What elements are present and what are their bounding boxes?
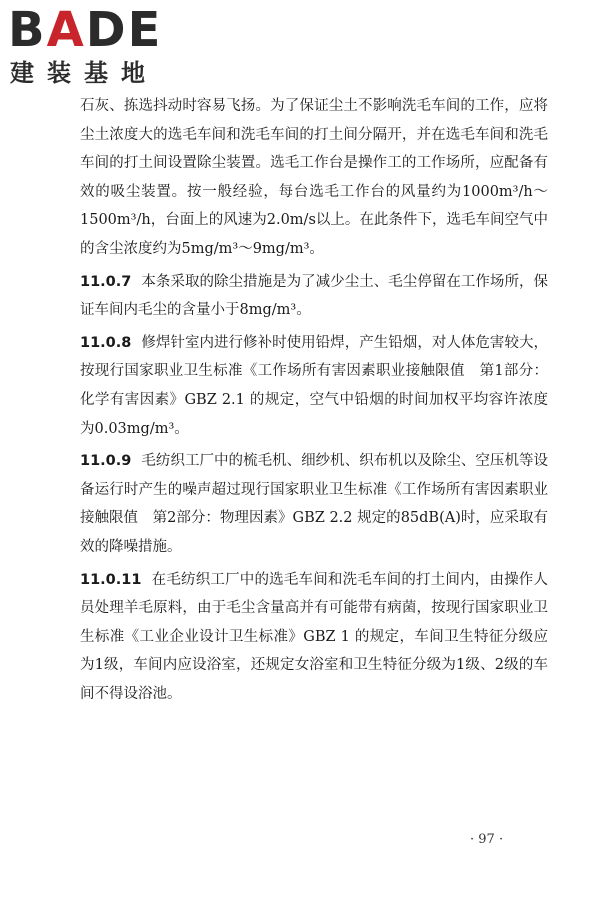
page-number: · 97 · <box>470 832 504 847</box>
clause-number: 11.0.7 <box>80 273 132 290</box>
paragraph-text: 石灰、拣选抖动时容易飞扬。为了保证尘土不影响洗毛车间的工作，应将尘土浓度大的选毛车间和洗毛车间的打土间分隔开，并在选毛车间和洗毛车间的打土间设置除尘装置。选毛工作台是操作工的工作场所，应配备有效的吸尘装置。按一般经验，每台选毛工作台的风量约为1000m³/h～1500m³/h，台面上的风速为2.0m/s以上。在此条件下，选毛车间空气中的含尘浓度约为5mg/m³～9mg/m³。 <box>80 98 548 257</box>
document-body <box>80 92 548 712</box>
clause-11-0-11 <box>80 566 548 709</box>
logo-letter-a: A <box>46 2 86 58</box>
clause-number: 11.0.8 <box>80 334 132 351</box>
clause-11-0-7 <box>80 268 548 325</box>
paragraph-text: 本条采取的除尘措施是为了减少尘土、毛尘停留在工作场所，保证车间内毛尘的含量小于8mg/m³。 <box>80 273 548 319</box>
clause-number: 11.0.9 <box>80 453 132 470</box>
paragraph-continuation <box>80 92 548 264</box>
paragraph-text: 修焊针室内进行修补时使用铅焊，产生铅烟，对人体危害较大，按现行国家职业卫生标准《工作场所有害因素职业接触限值 第1部分：化学有害因素》GBZ 2.1 的规定，空气中铅烟的时间加权平均容许浓度为0.03mg/m³。 <box>80 334 548 437</box>
logo-wordmark <box>8 4 162 56</box>
paragraph-text: 毛纺织工厂中的梳毛机、细纱机、织布机以及除尘、空压机等设备运行时产生的噪声超过现行国家职业卫生标准《工作场所有害因素职业接触限值 第2部分：物理因素》GBZ 2.2 规定的85dB(A)时，应采取有效的降噪措施。 <box>80 453 548 555</box>
logo-subtitle: 建装基地 <box>10 59 158 87</box>
paragraph-text: 在毛纺织工厂中的选毛车间和洗毛车间的打土间内，由操作人员处理羊毛原料，由于毛尘含量高并有可能带有病菌，按现行国家职业卫生标准《工业企业设计卫生标准》GBZ 1 的规定，车间卫生特征分级应为1级，车间内应设浴室，还规定女浴室和卫生特征分级为1级、2级的车间不得设浴池。 <box>80 571 548 702</box>
clause-11-0-8 <box>80 329 548 443</box>
logo-letter-b: B <box>8 2 47 58</box>
logo-letters-de: DE <box>85 2 163 58</box>
clause-number: 11.0.11 <box>80 571 142 588</box>
clause-11-0-9 <box>80 447 548 561</box>
logo <box>8 4 198 90</box>
